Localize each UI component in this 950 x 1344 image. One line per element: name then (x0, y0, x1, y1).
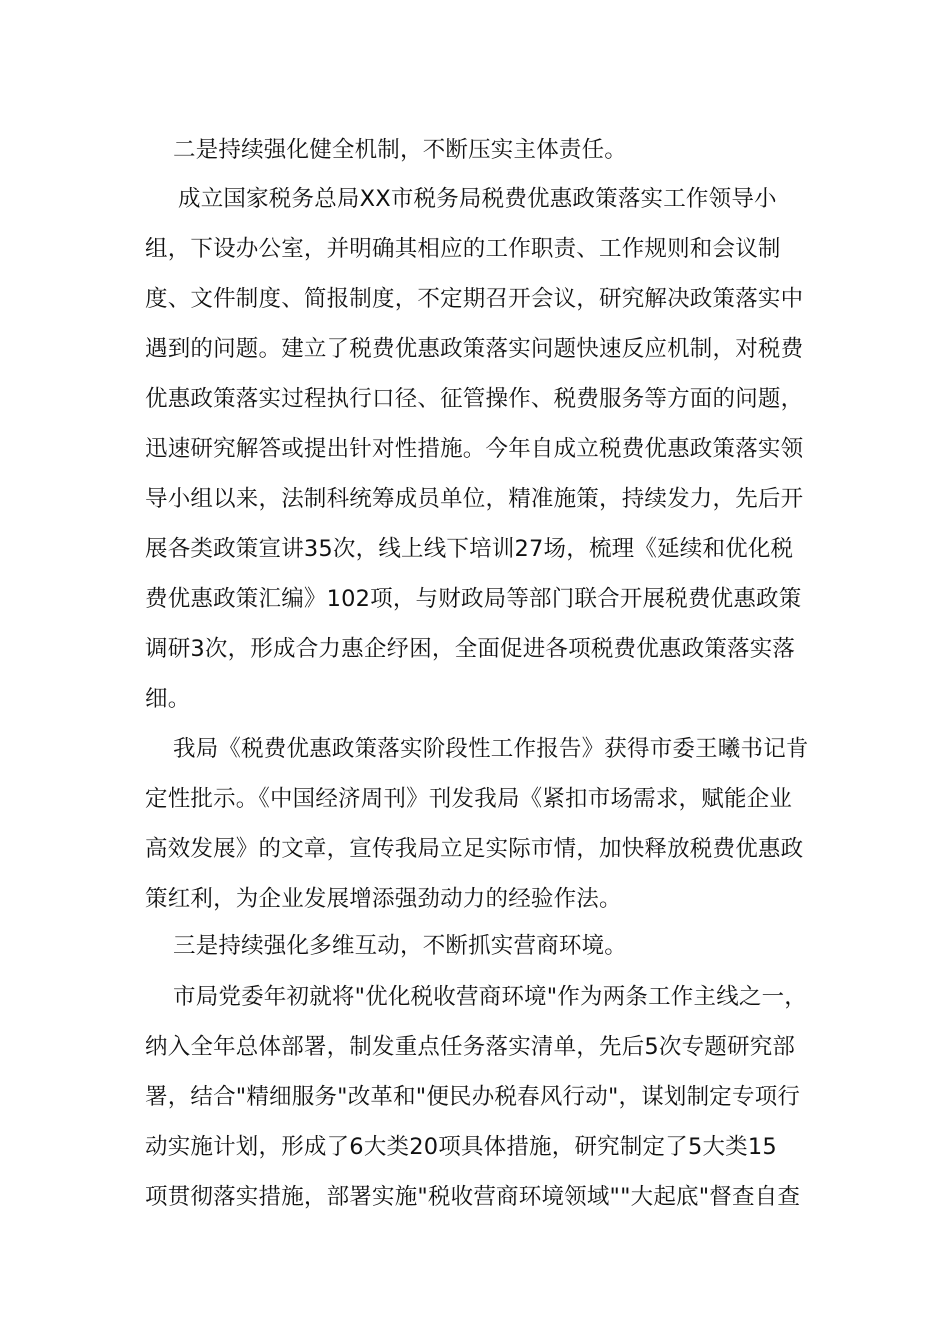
paragraph-line: 策红利，为企业发展增添强劲动力的经验作法。 (145, 886, 622, 912)
paragraph-line: 市局党委年初就将"优化税收营商环境"作为两条工作主线之一， (173, 984, 807, 1010)
paragraph-line: 度、文件制度、简报制度，不定期召开会议，研究解决政策落实中 (145, 286, 804, 312)
paragraph-line: 调研3次，形成合力惠企纾困，全面促进各项税费优惠政策落实落 (145, 636, 796, 662)
paragraph-line: 导小组以来，法制科统筹成员单位，精准施策，持续发力，先后开 (145, 486, 804, 512)
paragraph-line: 高效发展》的文章，宣传我局立足实际市情，加快释放税费优惠政 (145, 836, 804, 862)
paragraph-line: 遇到的问题。建立了税费优惠政策落实问题快速反应机制，对税费 (145, 336, 804, 362)
paragraph-line: 纳入全年总体部署，制发重点任务落实清单，先后5次专题研究部 (145, 1034, 796, 1060)
paragraph-line: 组，下设办公室，并明确其相应的工作职责、工作规则和会议制 (145, 236, 781, 262)
paragraph-line: 成立国家税务总局XX市税务局税费优惠政策落实工作领导小 (178, 186, 777, 212)
paragraph-line: 展各类政策宣讲35次，线上线下培训27场，梳理《延续和优化税 (145, 536, 794, 562)
paragraph-line: 费优惠政策汇编》102项，与财政局等部门联合开展税费优惠政策 (145, 586, 802, 612)
paragraph-heading-3: 三是持续强化多维互动，不断抓实营商环境。 (173, 933, 628, 959)
paragraph-heading-2: 二是持续强化健全机制，不断压实主体责任。 (173, 137, 628, 163)
paragraph-line: 细。 (145, 686, 191, 712)
paragraph-line: 优惠政策落实过程执行口径、征管操作、税费服务等方面的问题， (145, 386, 804, 412)
paragraph-line: 署，结合"精细服务"改革和"便民办税春风行动"，谋划制定专项行 (145, 1084, 801, 1110)
paragraph-line: 项贯彻落实措施，部署实施"税收营商环境领域""大起底"督查自查 (145, 1184, 801, 1210)
paragraph-line: 迅速研究解答或提出针对性措施。今年自成立税费优惠政策落实领 (145, 436, 804, 462)
paragraph-line: 动实施计划，形成了6大类20项具体措施，研究制定了5大类15 (145, 1134, 777, 1160)
paragraph-line: 定性批示。《中国经济周刊》刊发我局《紧扣市场需求，赋能企业 (145, 786, 793, 812)
paragraph-line: 我局《税费优惠政策落实阶段性工作报告》获得市委王曦书记肯 (173, 736, 809, 762)
